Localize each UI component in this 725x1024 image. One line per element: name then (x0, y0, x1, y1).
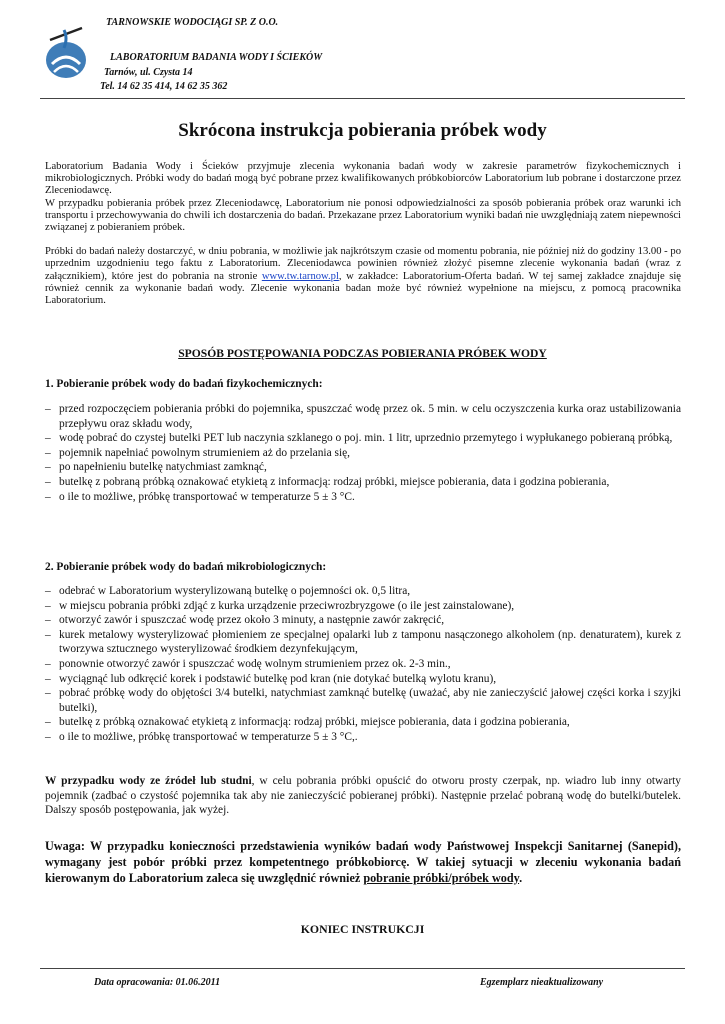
list-item: – ponownie otworzyć zawór i spuszczać wodę wolnym strumieniem przez ok. 2-3 min., (45, 657, 451, 670)
intro-block (45, 161, 681, 307)
list-item: – butelkę z pobraną próbką oznakować etykietą z informacją: rodzaj próbki, miejsce pobierania, data i godzina pobierania, (45, 475, 610, 488)
list-item: – po napełnieniu butelkę natychmiast zamknąć, (45, 461, 267, 474)
micro-heading: 2. Pobieranie próbek wody do badań mikrobiologicznych: (45, 561, 327, 573)
page-title: Skrócona instrukcja pobierania próbek wody (178, 120, 547, 141)
list-item: – otworzyć zawór i spuszczać wodę przez około 3 minuty, a następnie zawór zakręcić, (45, 614, 445, 627)
note-underlined: pobranie próbki/próbek wody (363, 870, 520, 885)
list-item: – kurek metalowy wysterylizować płomieniem ze specjalnej opalarki lub z tamponu nasączonego alkoholem (np. denaturatem), kurek z tworzywa sztucznego wysterylizować środkiem dezynfekującym, (45, 628, 681, 656)
micro-list (45, 584, 681, 745)
list-item: – wyciągnąć lub odkręcić korek i podstawić butelkę pod kran (nie dotykać butelką wylotu kranu), (45, 672, 497, 685)
website-link[interactable]: www.tw.tarnow.pl (261, 270, 339, 282)
lab-phone: Tel. 14 62 35 414, 14 62 35 362 (100, 81, 228, 92)
list-item: – odebrać w Laboratorium wysterylizowaną butelkę o pojemności ok. 0,5 litra, (45, 585, 411, 597)
physchem-list (45, 402, 681, 504)
list-item: – pobrać próbkę wody do objętości 3/4 butelki, natychmiast zamknąć butelkę (uważać, aby nie zanieczyścić jałowej części korka i szyjki butelki), (45, 687, 681, 714)
intro-paragraph-1: Laboratorium Badania Wody i Ścieków przyjmuje zlecenia wykonania badań wody w zakresie parametrów fizykochemicznych i mikrobiologicznych. Próbki wody do badań mogą być pobrane przez kwalifikowanych próbkobiorców Laboratorium lub pobrane i dostarczone przez Zleceniodawcę. (45, 161, 681, 197)
end-of-instruction: KONIEC INSTRUKCJI (300, 922, 425, 936)
note-text: Uwaga: W przypadku konieczności przedstawienia wyników badań wody Państwowej Inspekcji Sanitarnej (Sanepid), wymagany jest pobór próbki przez kompetentnego próbkobiorcę. W takiej sytuacji w zleceniu wykonania badań kierowanym do Laboratorium zaleca się uwzględnić również (45, 839, 681, 885)
header-divider (40, 98, 685, 99)
lab-address: Tarnów, ul. Czysta 14 (104, 67, 193, 78)
wells-bold: W przypadku wody ze źródeł lub studni (45, 775, 252, 787)
section-title: SPOSÓB POSTĘPOWANIA PODCZAS POBIERANIA PRÓBEK WODY (178, 347, 547, 360)
wells-text: , w celu pobrania próbki opuścić do otworu prosty czerpak, np. wiadro lub inny otwarty pojemnik (zadbać o czystość pojemnika tak aby nie zanieczyścić pobieranej próbki). Następnie przelać pobraną wodę do butelki/butelek. Dalszy sposób postępowania, jak wyżej. (45, 775, 681, 817)
lab-name: LABORATORIUM BADANIA WODY I ŚCIEKÓW (110, 52, 323, 63)
physchem-heading: 1. Pobieranie próbek wody do badań fizykochemicznych: (45, 378, 323, 390)
note-end: . (519, 870, 523, 885)
list-item: – wodę pobrać do czystej butelki PET lub naczynia szklanego o poj. min. 1 litr, uprzednio przemytego i wypłukanego pobieraną próbką, (45, 432, 673, 445)
list-item: – o ile to możliwe, próbkę transportować w temperaturze 5 ± 3 °C. (45, 490, 355, 503)
intro-paragraph-2: W przypadku pobierania próbek przez Zleceniodawcę, Laboratorium nie ponosi odpowiedzialności za sposób pobierania próbek oraz warunki ich transportu i przechowywania do chwili ich dostarczenia do badań. Przekazane przez Laboratorium wyniki badań nie uwzględniają zatem niepewności związanej z pobieraniem próbek. (45, 197, 681, 234)
intro-paragraph-3 (45, 246, 681, 307)
company-name: TARNOWSKIE WODOCIĄGI SP. Z O.O. (106, 17, 279, 28)
footer-divider (40, 968, 685, 969)
list-item: – pojemnik napełniać powolnym strumieniem aż do przelania się, (45, 446, 351, 459)
intro-p3-text: Próbki do badań należy dostarczyć, w dniu pobrania, w możliwie jak najkrótszym czasie od momentu pobrania, nie później niż do godziny 13.00 - po uprzednim uzgodnieniu tego faktu z Laboratorium. Zleceniodawca powinien również złożyć pisemne zlecenie wykonania badań (wraz z załącznikiem), które jest do pobrania na stronie (45, 246, 681, 282)
list-item: – przed rozpoczęciem pobierania próbki do pojemnika, spuszczać wodę przez ok. 5 min. w celu oczyszczenia kurka oraz ustabilizowania przepływu oraz składu wody, (45, 403, 681, 430)
wells-paragraph (45, 774, 681, 818)
company-logo (42, 20, 90, 82)
note-paragraph (45, 839, 681, 886)
list-item: – w miejscu pobrania próbki zdjąć z kurka urządzenie przeciwrozbryzgowe (o ile jest zainstalowane), (45, 599, 515, 612)
footer-date: Data opracowania: 01.06.2011 (94, 977, 221, 988)
list-item: – o ile to możliwe, próbkę transportować w temperaturze 5 ± 3 °C,. (45, 730, 358, 743)
footer-copy-status: Egzemplarz nieaktualizowany (480, 977, 604, 988)
intro-p3-text-end: , w zakładce: Laboratorium-Oferta badań. W tej samej zakładce znajduje się również cennik za wykonanie badań wody. Zlecenie wykonania badan może być również wypełnione na miejscu, z pomocą pracownika Laboratorium. (45, 270, 681, 307)
list-item: – butelkę z próbką oznakować etykietą z informacją: rodzaj próbki, miejsce pobierania, data i godzina pobierania, (45, 716, 570, 729)
